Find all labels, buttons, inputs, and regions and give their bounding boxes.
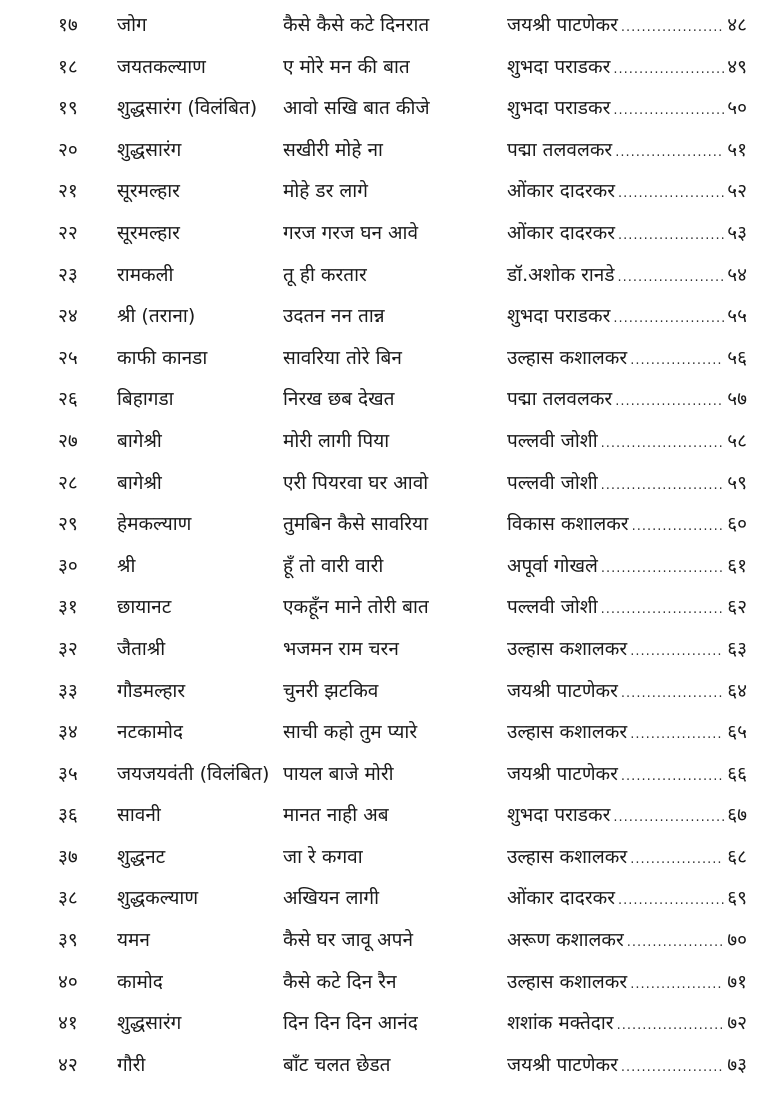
song-title: सखीरी मोहे ना	[283, 138, 383, 161]
dot-leader	[621, 756, 724, 798]
page-number: ६८	[727, 845, 747, 868]
raga-name: बागेश्री	[117, 471, 162, 494]
page-number: ५६	[727, 346, 747, 369]
item-number: २९	[58, 513, 78, 536]
artist-page-entry	[507, 671, 747, 715]
artist-name: ओंकार दादरकर	[507, 221, 615, 244]
artist-name: जयश्री पाटणेकर	[507, 14, 618, 36]
artist-name: शुभदा पराडकर	[507, 804, 611, 827]
raga-name: नटकामोद	[117, 721, 184, 744]
artist-name: शुभदा पराडकर	[507, 305, 611, 328]
item-number: ३०	[58, 554, 78, 577]
page-number: ५८	[727, 429, 747, 452]
raga-name: कामोद	[117, 970, 163, 993]
raga-name: जैताश्री	[117, 637, 166, 660]
page-number: ४९	[727, 55, 747, 78]
item-number: २७	[58, 429, 78, 452]
item-number: ४०	[58, 970, 78, 993]
artist-name: उल्हास कशालकर	[507, 346, 628, 369]
raga-name: जोग	[117, 14, 147, 36]
dot-leader	[613, 797, 724, 839]
artist-page-entry	[507, 379, 747, 423]
song-title: एकहूँन माने तोरी बात	[283, 596, 429, 619]
artist-page-entry	[507, 587, 747, 631]
song-title: गरज गरज घन आवे	[283, 221, 419, 244]
dot-leader	[601, 548, 724, 590]
artist-name: डॉ.अशोक रानडे	[507, 263, 615, 286]
song-title: तू ही करतार	[283, 263, 367, 286]
artist-name: विकास कशालकर	[507, 513, 629, 536]
item-number: २८	[58, 471, 78, 494]
page-number: ६०	[727, 513, 747, 536]
page-number: ७०	[727, 929, 747, 952]
page-number: ४८	[727, 14, 747, 36]
artist-page-entry	[507, 47, 747, 91]
song-title: तुमबिन कैसे सावरिया	[283, 513, 428, 536]
item-number: ३७	[58, 845, 78, 868]
song-title: कैसे घर जावू अपने	[283, 929, 413, 952]
song-title: अखियन लागी	[283, 887, 380, 910]
toc-row	[0, 338, 780, 380]
artist-page-entry	[507, 504, 747, 548]
raga-name: सावनी	[117, 804, 161, 827]
dot-leader	[601, 465, 725, 507]
artist-name: पल्लवी जोशी	[507, 471, 598, 494]
artist-page-entry	[507, 546, 747, 590]
artist-page-entry	[507, 213, 747, 257]
toc-row	[0, 255, 780, 297]
raga-name: शुद्धनट	[117, 845, 166, 868]
raga-name: रामकली	[117, 263, 174, 286]
artist-name: पद्मा तलवलकर	[507, 138, 613, 161]
page-number: ६९	[727, 887, 747, 910]
artist-page-entry	[507, 255, 747, 299]
dot-leader	[618, 880, 724, 922]
artist-page-entry	[507, 463, 747, 507]
artist-page-entry	[507, 421, 747, 465]
item-number: ३८	[58, 887, 78, 910]
artist-page-entry	[507, 296, 747, 340]
artist-name: पद्मा तलवलकर	[507, 388, 613, 411]
dot-leader	[601, 423, 725, 465]
raga-name: बागेश्री	[117, 429, 162, 452]
artist-page-entry	[507, 920, 747, 964]
song-title: हूँ तो वारी वारी	[283, 554, 384, 577]
dot-leader	[621, 1047, 724, 1089]
artist-name: शशांक मक्तेदार	[507, 1012, 614, 1035]
toc-row	[0, 47, 780, 89]
toc-row	[0, 837, 780, 879]
song-title: मानत नाही अब	[283, 804, 389, 827]
toc-list	[0, 5, 780, 1086]
song-title: आवो सखि बात कीजे	[283, 97, 430, 120]
dot-leader	[618, 215, 724, 257]
artist-name: अरूण कशालकर	[507, 929, 624, 952]
page-number: ५९	[727, 471, 747, 494]
song-title: जा रे कगवा	[283, 845, 363, 868]
toc-row	[0, 712, 780, 754]
toc-row	[0, 920, 780, 962]
artist-name: जयश्री पाटणेकर	[507, 762, 618, 785]
toc-row	[0, 504, 780, 546]
page-number: ५२	[727, 180, 747, 203]
raga-name: हेमकल्याण	[117, 513, 192, 536]
raga-name: गौरी	[117, 1053, 146, 1076]
raga-name: श्री (तराना)	[117, 305, 196, 328]
artist-name: पल्लवी जोशी	[507, 596, 598, 619]
song-title: मोहे डर लागे	[283, 180, 368, 203]
toc-row	[0, 754, 780, 796]
artist-name: उल्हास कशालकर	[507, 970, 628, 993]
item-number: ३१	[58, 596, 78, 619]
toc-row	[0, 878, 780, 920]
item-number: ३९	[58, 929, 78, 952]
artist-name: शुभदा पराडकर	[507, 55, 611, 78]
song-title: कैसे कटे दिन रैन	[283, 970, 397, 993]
artist-page-entry	[507, 130, 747, 174]
artist-page-entry	[507, 629, 747, 673]
artist-page-entry	[507, 712, 747, 756]
toc-row	[0, 296, 780, 338]
item-number: ३६	[58, 804, 78, 827]
dot-leader	[617, 1005, 725, 1047]
toc-row	[0, 1003, 780, 1045]
artist-page-entry	[507, 754, 747, 798]
page-number: ५१	[727, 138, 747, 161]
page-number: ६७	[727, 804, 747, 827]
song-title: ए मोरे मन की बात	[283, 55, 410, 78]
toc-row	[0, 213, 780, 255]
raga-name: जयतकल्याण	[117, 55, 206, 78]
raga-name: शुद्धसारंग (विलंबित)	[117, 97, 258, 120]
song-title: साची कहो तुम प्यारे	[283, 721, 418, 744]
song-title: बाँट चलत छेडत	[283, 1053, 391, 1076]
song-title: दिन दिन दिन आनंद	[283, 1012, 418, 1035]
raga-name: शुद्धसारंग	[117, 1012, 182, 1035]
page-number: ६३	[727, 637, 747, 660]
toc-row	[0, 795, 780, 837]
song-title: चुनरी झटकिव	[283, 679, 379, 702]
song-title: निरख छब देखत	[283, 388, 395, 411]
page-number: ५७	[727, 388, 747, 411]
item-number: ४१	[58, 1012, 78, 1035]
song-title: सावरिया तोरे बिन	[283, 346, 402, 369]
page-number: ५३	[727, 221, 747, 244]
dot-leader	[613, 298, 724, 340]
page-number: ६४	[727, 679, 747, 702]
raga-name: छायानट	[117, 596, 172, 619]
dot-leader	[618, 173, 724, 215]
page-number: ६५	[727, 721, 747, 744]
artist-page-entry	[507, 878, 747, 922]
raga-name: गौडमल्हार	[117, 679, 186, 702]
artist-page-entry	[507, 171, 747, 215]
raga-name: जयजयवंती (विलंबित)	[117, 762, 270, 785]
item-number: २०	[58, 138, 78, 161]
dot-leader	[615, 132, 724, 174]
toc-row	[0, 463, 780, 505]
toc-row	[0, 421, 780, 463]
raga-name: श्री	[117, 554, 136, 577]
page-number: ५५	[727, 305, 747, 328]
item-number: १७	[58, 14, 78, 36]
item-number: २४	[58, 305, 78, 328]
artist-page-entry	[507, 795, 747, 839]
song-title: एरी पियरवा घर आवो	[283, 471, 429, 494]
toc-row	[0, 88, 780, 130]
item-number: २५	[58, 346, 78, 369]
page-number: ५०	[727, 97, 747, 120]
item-number: ३४	[58, 721, 78, 744]
toc-row	[0, 171, 780, 213]
raga-name: सूरमल्हार	[117, 180, 180, 203]
dot-leader	[621, 7, 724, 49]
raga-name: यमन	[117, 929, 150, 952]
toc-row	[0, 1045, 780, 1087]
toc-row	[0, 671, 780, 713]
dot-leader	[630, 839, 724, 881]
page-number: ७३	[727, 1053, 747, 1076]
item-number: ३३	[58, 679, 78, 702]
dot-leader	[601, 589, 725, 631]
page-number: ६१	[727, 554, 747, 577]
dot-leader	[615, 381, 724, 423]
song-title: भजमन राम चरन	[283, 637, 399, 660]
toc-row	[0, 629, 780, 671]
dot-leader	[630, 714, 724, 756]
item-number: २१	[58, 180, 78, 203]
page-number: ५४	[727, 263, 747, 286]
item-number: १८	[58, 55, 78, 78]
raga-name: शुद्धसारंग	[117, 138, 182, 161]
raga-name: शुद्धकल्याण	[117, 887, 199, 910]
artist-name: उल्हास कशालकर	[507, 721, 628, 744]
artist-name: जयश्री पाटणेकर	[507, 1053, 618, 1076]
artist-name: उल्हास कशालकर	[507, 637, 628, 660]
toc-row	[0, 379, 780, 421]
dot-leader	[630, 340, 724, 382]
item-number: ४२	[58, 1053, 78, 1076]
toc-row	[0, 130, 780, 172]
artist-page-entry	[507, 1003, 747, 1047]
toc-row	[0, 587, 780, 629]
page-number: ६२	[727, 596, 747, 619]
dot-leader	[613, 49, 724, 91]
toc-row	[0, 5, 780, 47]
toc-row	[0, 962, 780, 1004]
item-number: २६	[58, 388, 78, 411]
dot-leader	[630, 964, 724, 1006]
dot-leader	[618, 257, 725, 299]
artist-name: अपूर्वा गोखले	[507, 554, 598, 577]
artist-name: उल्हास कशालकर	[507, 845, 628, 868]
raga-name: सूरमल्हार	[117, 221, 180, 244]
raga-name: काफी कानडा	[117, 346, 208, 369]
dot-leader	[613, 90, 724, 132]
dot-leader	[621, 673, 724, 715]
song-title: कैसे कैसे कटे दिनरात	[283, 14, 430, 36]
item-number: २३	[58, 263, 78, 286]
toc-row	[0, 546, 780, 588]
raga-name: बिहागडा	[117, 388, 174, 411]
artist-page-entry	[507, 962, 747, 1006]
artist-name: ओंकार दादरकर	[507, 180, 615, 203]
page-number: ६६	[727, 762, 747, 785]
artist-name: पल्लवी जोशी	[507, 429, 598, 452]
item-number: ३५	[58, 762, 78, 785]
artist-page-entry	[507, 88, 747, 132]
artist-name: जयश्री पाटणेकर	[507, 679, 618, 702]
artist-page-entry	[507, 338, 747, 382]
item-number: २२	[58, 221, 78, 244]
artist-name: ओंकार दादरकर	[507, 887, 615, 910]
artist-page-entry	[507, 5, 747, 49]
song-title: मोरी लागी पिया	[283, 429, 390, 452]
song-title: पायल बाजे मोरी	[283, 762, 394, 785]
artist-page-entry	[507, 837, 747, 881]
item-number: ३२	[58, 637, 78, 660]
item-number: १९	[58, 97, 78, 120]
page-number: ७२	[727, 1012, 747, 1035]
page-number: ७१	[727, 970, 747, 993]
artist-page-entry	[507, 1045, 747, 1089]
dot-leader	[627, 922, 725, 964]
dot-leader	[630, 631, 724, 673]
dot-leader	[632, 506, 725, 548]
song-title: उदतन नन तान्न	[283, 305, 385, 328]
artist-name: शुभदा पराडकर	[507, 97, 611, 120]
